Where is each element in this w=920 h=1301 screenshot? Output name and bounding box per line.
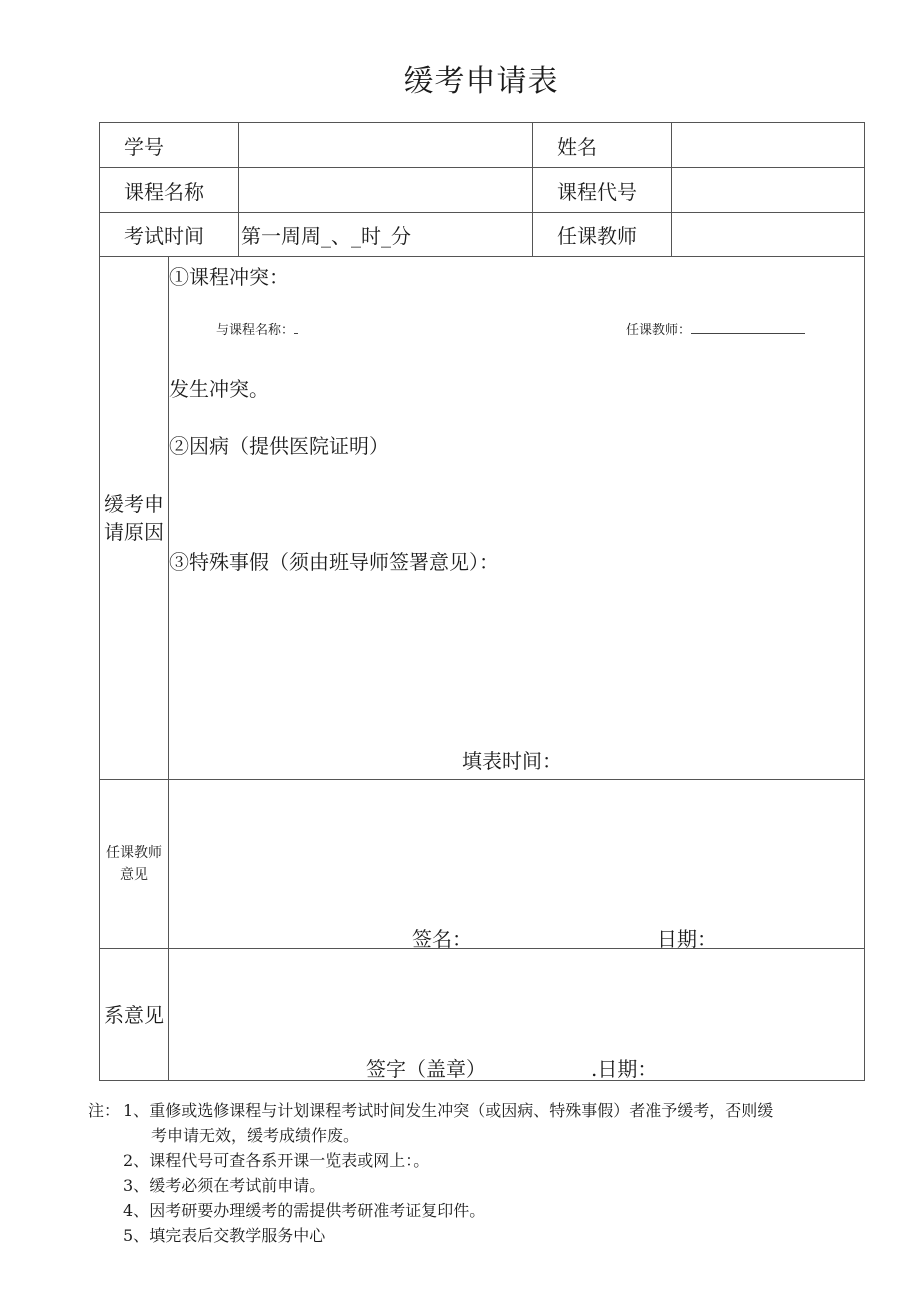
instructor-label: 任课教师 (533, 213, 672, 257)
dept-opinion-area[interactable] (169, 949, 865, 1081)
course-name-field[interactable] (239, 168, 533, 213)
notes-section (88, 1098, 888, 1248)
conflict-teacher[interactable] (626, 319, 805, 338)
note-item-1 (88, 1098, 888, 1123)
note-item-3-text: 缓考必须在考试前申请。 (149, 1176, 326, 1195)
exam-time-field[interactable]: 第一周周_、_时_分 (239, 213, 533, 257)
note-item-1-number: 1、 (123, 1101, 150, 1120)
note-item-2-number: 2、 (123, 1151, 150, 1170)
course-code-field[interactable] (672, 168, 865, 213)
conflict-course-name[interactable] (216, 319, 298, 338)
note-item-2 (88, 1148, 888, 1173)
note-item-2-text: 课程代号可查各系开课一览表或网上：。 (149, 1151, 430, 1170)
reason-area[interactable] (169, 257, 865, 780)
course-code-label: 课程代号 (533, 168, 672, 213)
note-item-4-number: 4、 (123, 1201, 150, 1220)
option-special-leave[interactable]: ③特殊事假（须由班导师签署意见）： (169, 550, 499, 574)
teacher-opinion-label-line1: 任课教师 (106, 845, 162, 861)
application-form-table (99, 122, 865, 1081)
note-item-5 (88, 1223, 888, 1248)
conflict-course-name-label: 与课程名称： (216, 323, 295, 338)
note-item-5-number: 5、 (123, 1226, 150, 1245)
instructor-field[interactable] (672, 213, 865, 257)
student-id-label: 学号 (100, 123, 239, 168)
dept-opinion-label: 系意见 (100, 949, 169, 1081)
option-illness[interactable]: ②因病（提供医院证明） (169, 434, 389, 458)
conflict-teacher-label: 任课教师： (626, 323, 692, 338)
conflict-course-name-blank[interactable] (294, 322, 298, 334)
teacher-date-label: 日期： (657, 927, 717, 951)
dept-signature-label: 签字（盖章） (366, 1057, 486, 1081)
teacher-signature-label: 签名： (412, 927, 472, 951)
name-label: 姓名 (533, 123, 672, 168)
note-item-3 (88, 1173, 888, 1198)
reason-label (100, 257, 169, 780)
note-item-1-text: 重修或选修课程与计划课程考试时间发生冲突（或因病、特殊事假）者准予缓考，否则缓 (149, 1101, 774, 1120)
fill-time-label: 填表时间： (462, 749, 562, 773)
dept-date-label: .日期： (591, 1057, 658, 1081)
note-item-4-text: 因考研要办理缓考的需提供考研准考证复印件。 (149, 1201, 486, 1220)
notes-prefix: 注： (88, 1101, 121, 1120)
note-item-1-continued: 考申请无效，缓考成绩作废。 (151, 1126, 360, 1145)
conflict-suffix: 发生冲突。 (169, 377, 269, 401)
reason-label-line1: 缓考申 (104, 492, 164, 516)
course-name-label: 课程名称 (100, 168, 239, 213)
teacher-opinion-area[interactable] (169, 780, 865, 949)
note-item-5-text: 填完表后交教学服务中心 (149, 1226, 326, 1245)
note-item-4 (88, 1198, 888, 1223)
student-id-field[interactable] (239, 123, 533, 168)
exam-time-label: 考试时间 (100, 213, 239, 257)
name-field[interactable] (672, 123, 865, 168)
teacher-opinion-label-line2: 意见 (120, 867, 148, 883)
form-title: 缓考申请表 (403, 64, 559, 99)
note-item-3-number: 3、 (123, 1176, 150, 1195)
conflict-teacher-blank[interactable] (691, 321, 805, 334)
reason-label-line2: 请原因 (104, 520, 164, 544)
option-course-conflict[interactable]: ①课程冲突： (169, 265, 289, 289)
teacher-opinion-label (100, 780, 169, 949)
